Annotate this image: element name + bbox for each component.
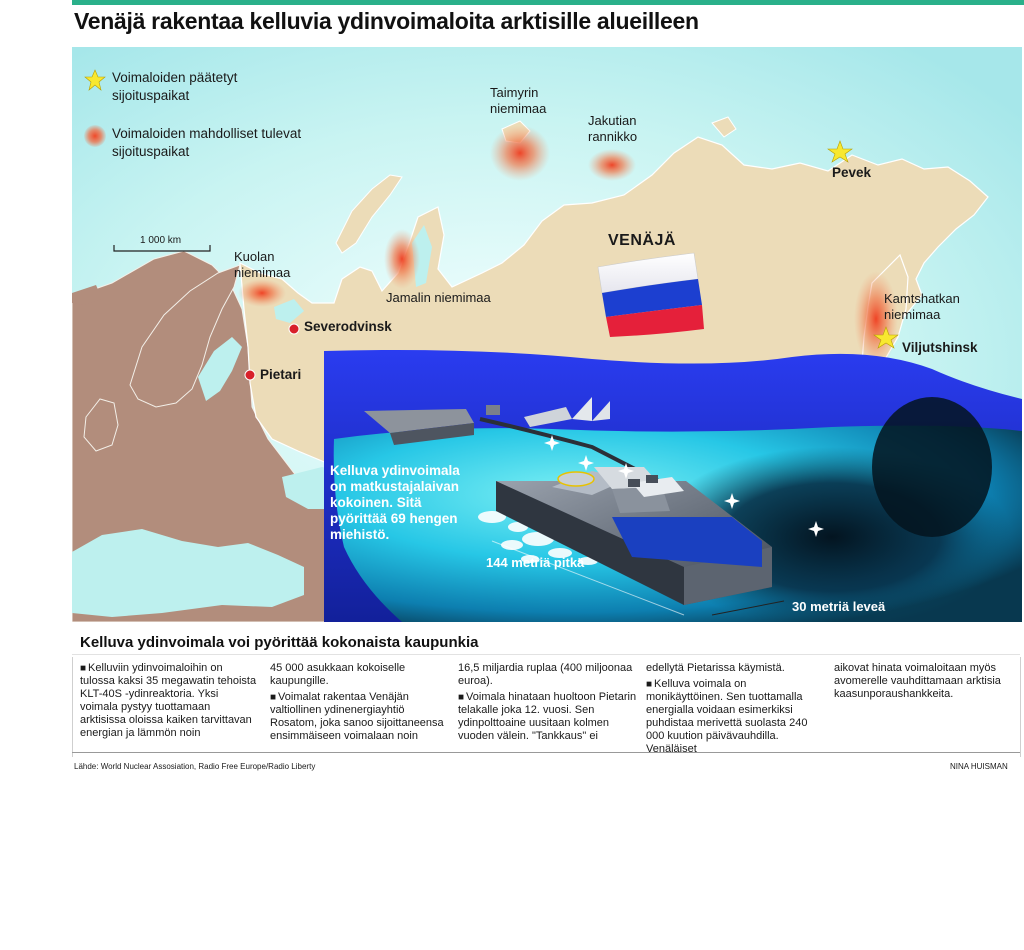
- subheading: Kelluva ydinvoimala voi pyörittää kokonaista kaupunkia: [80, 634, 479, 651]
- footer-rule: [72, 752, 1020, 753]
- ship-width-label: 30 metriä leveä: [792, 599, 886, 614]
- hotspot-jamal: [384, 229, 420, 289]
- legend-hotspot-icon: [84, 125, 106, 147]
- headline: Venäjä rakentaa kelluvia ydinvoimaloita arktisille alueilleen: [74, 8, 699, 34]
- text-column-1: [80, 662, 258, 743]
- hotspot-kola: [238, 279, 286, 307]
- label-kamchatka: Kamtshatkan niemimaa: [884, 291, 960, 322]
- text-column-3: [458, 662, 638, 746]
- text-column-4: [646, 662, 826, 759]
- column-1-paragraph-1: ■ Kelluviin ydinvoimaloihin on tulossa kaksi 35 megawatin tehoista KLT-40S -ydinreaktoria. Yksi voimala pystyy tuottamaan arktisissa oloissa kaiken tarvittavan energian ja lämmön noin: [80, 662, 258, 740]
- right-rule: [1020, 657, 1021, 757]
- label-severodvinsk: Severodvinsk: [304, 319, 392, 334]
- scale-label: 1 000 km: [140, 235, 182, 246]
- column-4-paragraph-2: ■ Kelluva voimala on monikäyttöinen. Sen tuottamalla energialla voidaan esimerkiksi puhdistaa merivettä suolasta 240 000 kuution päivävauhdilla. Venäläiset: [646, 678, 826, 756]
- label-pietari: Pietari: [260, 367, 302, 382]
- label-pevek: Pevek: [832, 165, 872, 180]
- city-dot-severodvinsk: [289, 324, 299, 334]
- map-panel: [72, 47, 1022, 622]
- column-4-paragraph-1: edellytä Pietarissa käymistä.: [646, 662, 785, 674]
- country-label: VENÄJÄ: [608, 232, 676, 249]
- label-kola: Kuolan niemimaa: [234, 249, 291, 280]
- column-3-paragraph-2: ■ Voimala hinataan huoltoon Pietarin telakalle joka 12. vuosi. Sen ydinpolttoaine uusitaan kolmen vuoden välein. "Tankkaus" ei: [458, 691, 638, 743]
- label-jamal: Jamalin niemimaa: [386, 290, 491, 305]
- column-2-paragraph-2: ■ Voimalat rakentaa Venäjän valtiollinen ydinenergiayhtiö Rosatom, joka sanoo sijoittaneensa ensimmäiseen voimalaan noin: [270, 691, 450, 743]
- label-viljutshinsk: Viljutshinsk: [902, 340, 978, 355]
- ship-length-label: 144 metriä pitkä: [486, 555, 585, 570]
- author-credit: NINA HUISMAN: [950, 762, 1008, 771]
- column-3-paragraph-1: 16,5 miljardia ruplaa (400 miljoonaa euroa).: [458, 662, 633, 687]
- dark-water-right: [872, 397, 992, 537]
- source-credit: Lähde: World Nuclear Assosiation, Radio Free Europe/Radio Liberty: [74, 762, 316, 771]
- russian-flag: [598, 253, 704, 337]
- subheading-rule: [72, 654, 1020, 655]
- text-column-5: [834, 662, 1014, 704]
- column-5-paragraph-1: aikovat hinata voimaloitaan myös avomerelle vauhdittamaan arktisia kaasunporaushankkeita.: [834, 662, 1001, 700]
- helipad: [558, 472, 594, 486]
- ship-caption: Kelluva ydinvoimala on matkustajalaivan kokoinen. Sitä pyörittää 69 hengen miehistö.: [330, 463, 460, 542]
- city-dot-pietari: [245, 370, 255, 380]
- legend-star-icon: [84, 69, 106, 91]
- hotspot-jakutia: [588, 149, 636, 181]
- label-jakutia: Jakutian rannikko: [588, 113, 638, 144]
- legend-confirmed-label: Voimaloiden päätetyt sijoituspaikat: [112, 70, 238, 103]
- hotspot-taimyr: [490, 125, 550, 181]
- label-taimyr: Taimyrin niemimaa: [490, 85, 547, 116]
- text-column-2: [270, 662, 450, 746]
- top-accent-rule: [72, 0, 1024, 5]
- legend-possible-label: Voimaloiden mahdolliset tulevat sijoituspaikat: [112, 126, 302, 159]
- column-2-paragraph-1: 45 000 asukkaan kokoiselle kaupungille.: [270, 662, 406, 687]
- left-rule: [72, 657, 73, 757]
